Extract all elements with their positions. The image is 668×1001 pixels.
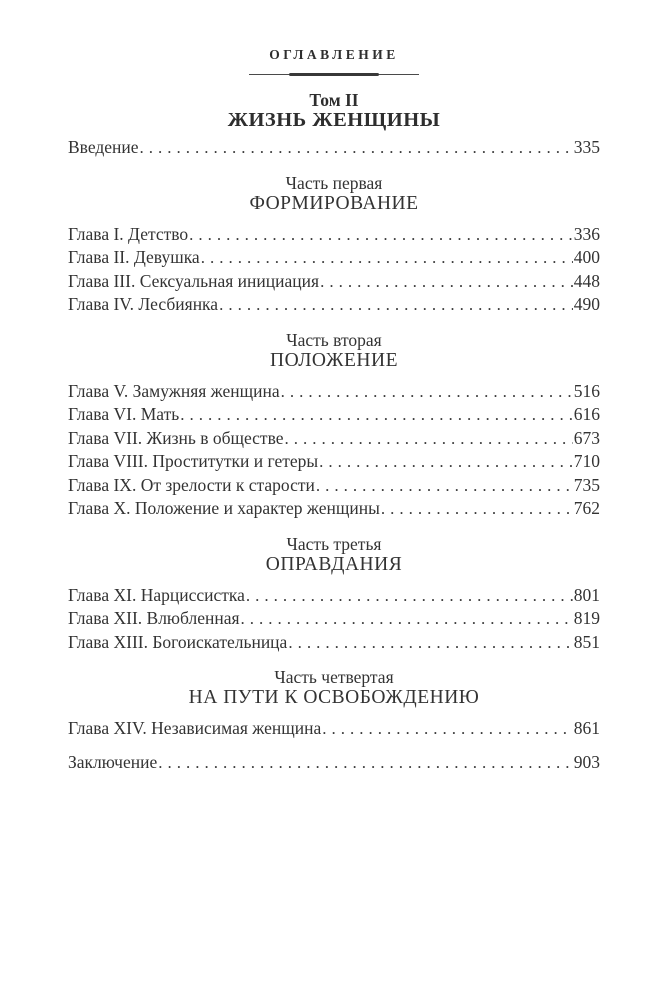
toc-entry-label: Заключение: [68, 751, 158, 772]
dot-leader: [316, 474, 573, 498]
toc-entry-label: Глава IV. Лесбиянка: [68, 294, 219, 314]
volume-label: Том II: [309, 90, 359, 110]
toc-entry-page-number: 616: [573, 404, 600, 424]
dot-leader: [320, 270, 573, 294]
toc-entry-conclusion: [68, 751, 600, 775]
toc-entry-label: Глава VI. Мать: [68, 404, 180, 424]
toc-entry-label: Введение: [68, 137, 139, 157]
part-heading: [68, 173, 600, 215]
toc-entry-label: Глава VII. Жизнь в обществе: [68, 427, 284, 448]
page-title: ОГЛАВЛЕНИЕ: [269, 47, 399, 62]
toc-entry-label: Глава X. Положение и характер женщины: [68, 498, 380, 518]
toc-entry: [68, 631, 600, 655]
toc-entry: [68, 270, 600, 294]
toc-entry: [68, 450, 600, 474]
toc-entry-list: [68, 223, 600, 317]
toc-entry-label: Глава XIII. Богоискательница: [68, 631, 288, 652]
part-title: НА ПУТИ К ОСВОБОЖДЕНИЮ: [188, 687, 480, 708]
dot-leader: [189, 223, 573, 247]
part-label: Часть третья: [286, 533, 382, 554]
toc-sections: [68, 173, 600, 741]
toc-entry-page-number: 335: [573, 137, 600, 157]
toc-entry: [68, 223, 600, 247]
toc-entry: [68, 497, 600, 521]
toc-entry-label: Глава I. Детство: [68, 223, 189, 244]
toc-entry-label: Глава XI. Нарциссистка: [68, 584, 245, 605]
toc-entry-page-number: 490: [573, 294, 600, 314]
part-title: ПОЛОЖЕНИЕ: [270, 349, 398, 371]
toc-entry: [68, 246, 600, 270]
dot-leader: [246, 584, 573, 608]
dot-leader: [381, 497, 573, 521]
part-label: Часть первая: [285, 172, 383, 193]
part-heading: [68, 534, 600, 576]
toc-entry-page-number: 861: [573, 718, 600, 738]
toc-entry-page-number: 735: [573, 474, 600, 495]
dot-leader: [180, 403, 573, 427]
toc-entry: [68, 403, 600, 427]
toc-entry-page-number: 400: [573, 247, 600, 267]
toc-entry: [68, 584, 600, 608]
part-heading: [68, 667, 600, 709]
toc-entry-label: Глава XIV. Независимая женщина: [68, 718, 322, 738]
dot-leader: [319, 450, 573, 474]
toc-entry-label: Глава II. Девушка: [68, 247, 200, 267]
toc-entry: [68, 293, 600, 317]
toc-entry-label: Глава IX. От зрелости к старости: [68, 474, 315, 495]
dot-leader: [241, 607, 573, 631]
dot-leader: [281, 380, 573, 404]
toc-entry-page-number: 903: [573, 751, 600, 772]
toc-entry-page-number: 851: [573, 631, 600, 652]
toc-entry-label: Глава VIII. Проститутки и гетеры: [68, 451, 319, 471]
part-label: Часть вторая: [286, 329, 382, 350]
dot-leader: [322, 717, 573, 741]
part-label: Часть четвертая: [274, 667, 394, 687]
ornament-rule: [249, 73, 419, 76]
toc-entry-page-number: 673: [573, 427, 600, 448]
toc-entry-page-number: 516: [573, 380, 600, 401]
toc-entry: [68, 717, 600, 741]
toc-entry-page-number: 762: [573, 498, 600, 518]
toc-entry-page-number: 710: [573, 451, 600, 471]
toc-entry-list: [68, 717, 600, 741]
toc-entry-label: Глава XII. Влюбленная: [68, 608, 240, 628]
toc-entry-page-number: 801: [573, 584, 600, 605]
toc-entry-page-number: 819: [573, 608, 600, 628]
dot-leader: [285, 427, 573, 451]
toc-entry: [68, 380, 600, 404]
dot-leader: [158, 751, 573, 775]
toc-entry: [68, 474, 600, 498]
volume-title: ЖИЗНЬ ЖЕНЩИНЫ: [227, 109, 441, 131]
part-heading: [68, 330, 600, 372]
part-title: ОПРАВДАНИЯ: [265, 553, 403, 575]
toc-entry: [68, 607, 600, 631]
toc-entry-list: [68, 380, 600, 521]
dot-leader: [219, 293, 573, 317]
dot-leader: [140, 136, 573, 160]
toc-entry-label: Глава III. Сексуальная инициация: [68, 270, 320, 291]
part-title: ФОРМИРОВАНИЕ: [249, 192, 419, 214]
toc-entry-list: [68, 584, 600, 655]
toc-entry: [68, 427, 600, 451]
toc-entry-introduction: [68, 136, 600, 160]
toc-entry-page-number: 336: [573, 223, 600, 244]
toc-entry-page-number: 448: [573, 270, 600, 291]
toc-entry-label: Глава V. Замужняя женщина: [68, 380, 280, 401]
dot-leader: [201, 246, 573, 270]
dot-leader: [288, 631, 572, 655]
